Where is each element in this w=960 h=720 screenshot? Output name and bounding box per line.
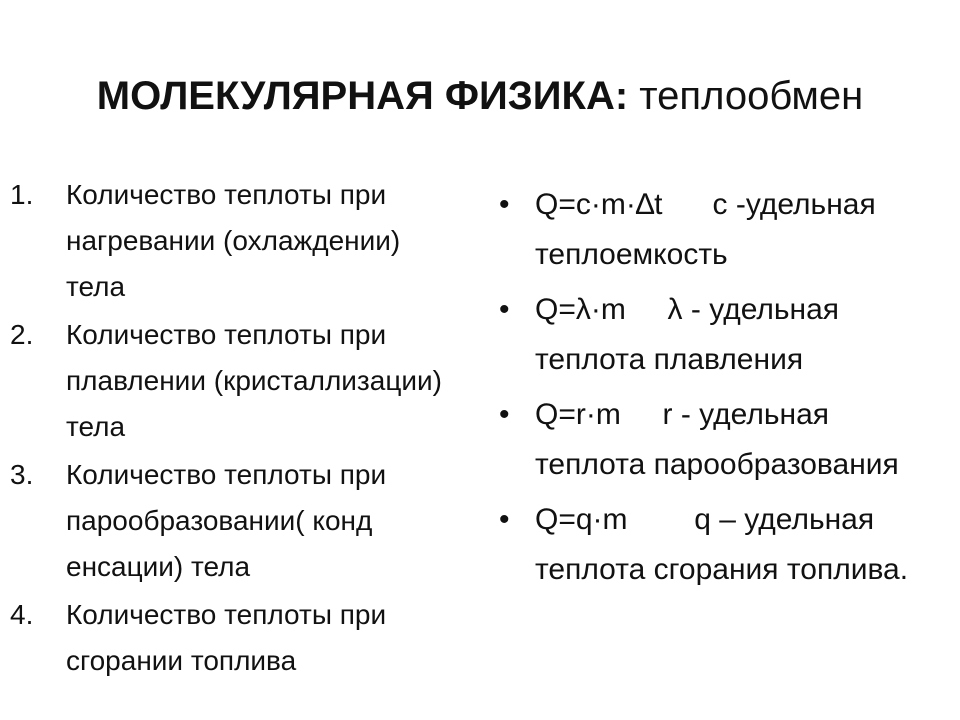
- list-item: [10, 172, 465, 310]
- formula-list: [495, 180, 945, 600]
- bullet-icon: •: [499, 188, 510, 221]
- formula: Q=c·m·∆t: [535, 188, 663, 221]
- formula-description: λ - удельная теплота плавления: [535, 293, 840, 376]
- formula-gap: [663, 188, 713, 221]
- bullet-icon: •: [499, 503, 510, 536]
- list-item: [10, 452, 465, 590]
- item-number: 4.: [10, 599, 34, 630]
- item-text: Количество теплоты при сгорании топлива: [66, 599, 387, 676]
- list-item: [10, 312, 465, 450]
- numbered-list: [10, 172, 465, 686]
- formula-gap: [628, 503, 695, 536]
- formula-item: [495, 180, 945, 280]
- formula-item: [495, 495, 945, 595]
- formula-description: r - удельная теплота парообразования: [535, 398, 899, 481]
- formula: Q=r·m: [535, 398, 621, 431]
- list-item: [10, 592, 465, 684]
- formula-gap: [626, 293, 668, 326]
- item-number: 3.: [10, 459, 34, 490]
- slide-title: [0, 72, 960, 120]
- item-text: Количество теплоты при парообразовании( конд енсации) тела: [66, 459, 387, 582]
- formula-description: c -удельная теплоемкость: [535, 188, 876, 271]
- title-normal-part: теплообмен: [639, 74, 864, 118]
- formula: Q=q·m: [535, 503, 628, 536]
- formula-gap: [621, 398, 663, 431]
- item-text: Количество теплоты при нагревании (охлаждении) тела: [66, 179, 401, 302]
- item-text: Количество теплоты при плавлении (кристаллизации) тела: [66, 319, 442, 442]
- bullet-icon: •: [499, 398, 510, 431]
- item-number: 1.: [10, 179, 34, 210]
- formula-item: [495, 285, 945, 385]
- formula-description: q – удельная теплота сгорания топлива.: [535, 503, 909, 586]
- title-bold-part: МОЛЕКУЛЯРНАЯ ФИЗИКА:: [96, 74, 629, 118]
- formula: Q=λ·m: [535, 293, 626, 326]
- formula-item: [495, 390, 945, 490]
- item-number: 2.: [10, 319, 34, 350]
- bullet-icon: •: [499, 293, 510, 326]
